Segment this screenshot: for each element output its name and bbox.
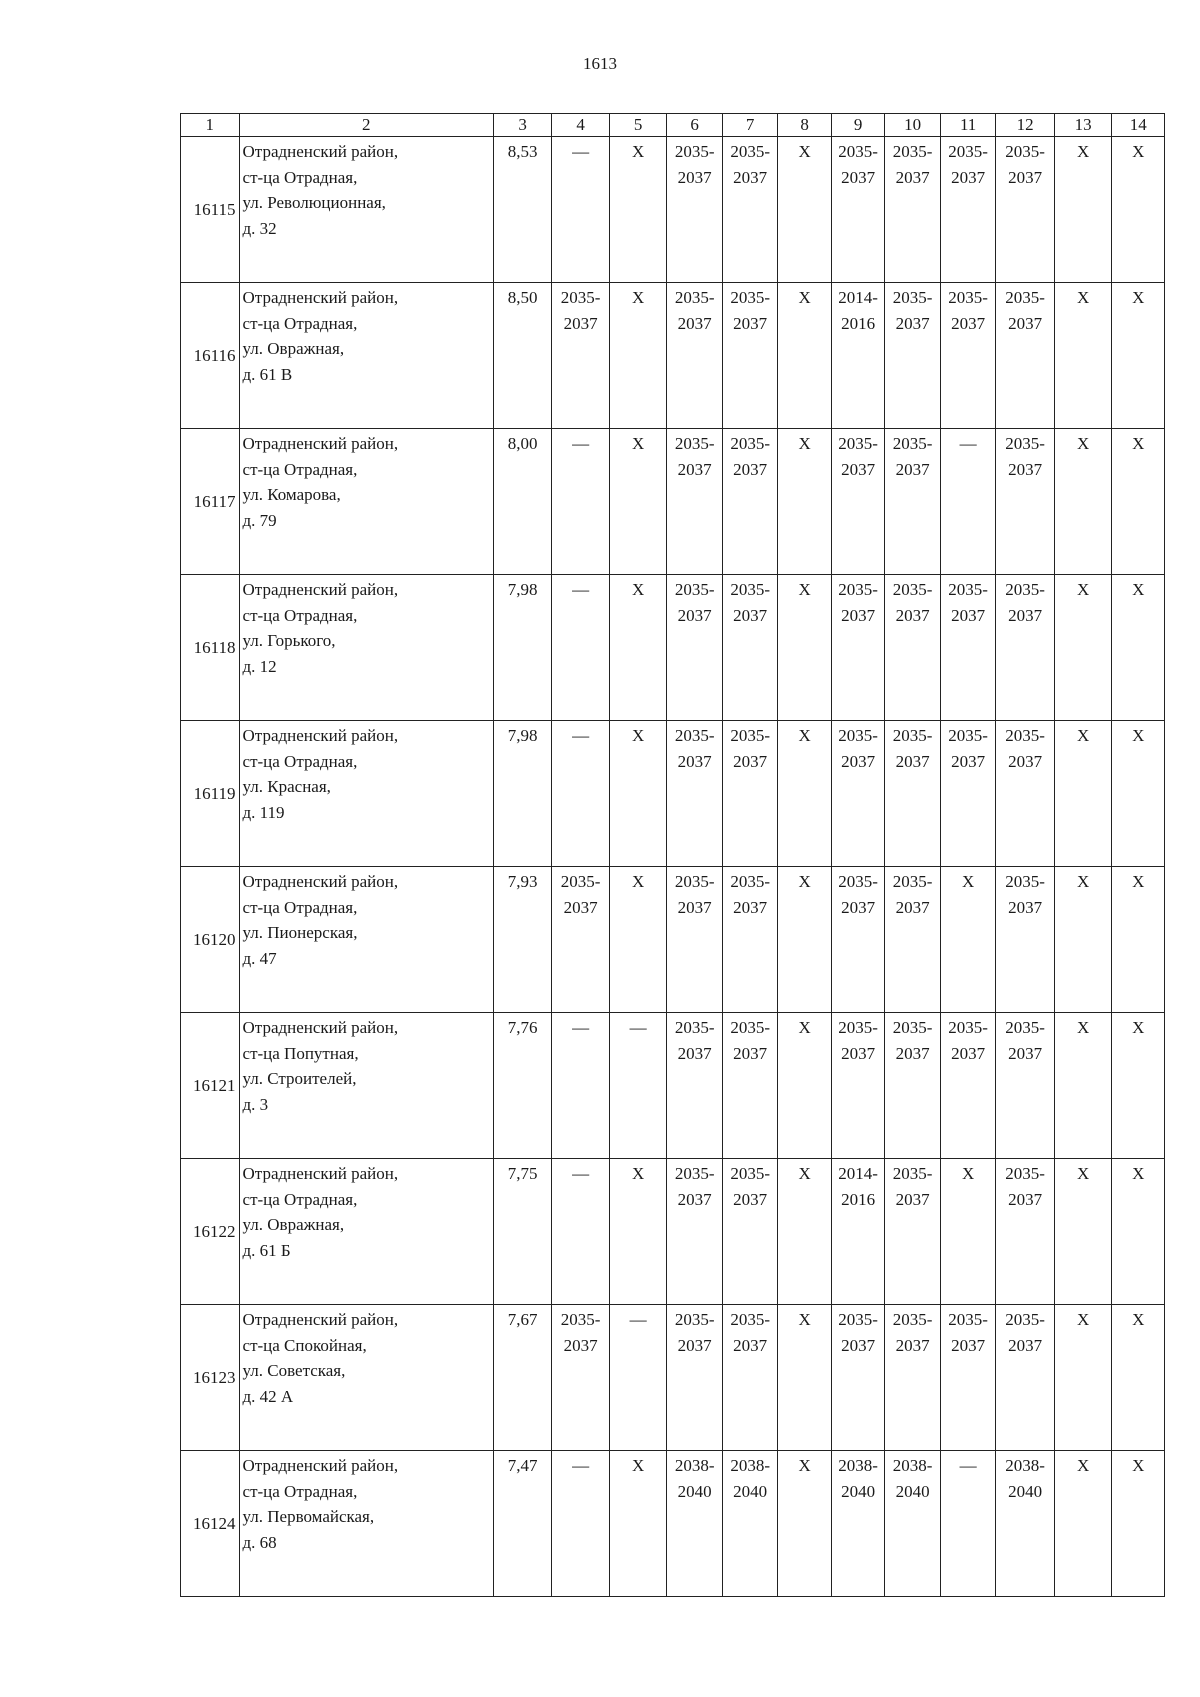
cell-col-14: X	[1112, 575, 1165, 721]
address-line: Отрадненский район,	[242, 1310, 399, 1329]
address-line: Отрадненский район,	[242, 288, 399, 307]
address-line: Отрадненский район,	[242, 1018, 399, 1037]
cell-col-11: —	[940, 429, 996, 575]
cell-col-9: 2035- 2037	[831, 575, 884, 721]
address-line: ул. Красная,	[242, 777, 331, 796]
row-number: 16122	[181, 1159, 240, 1305]
address-line: ст-ца Отрадная,	[242, 1481, 358, 1501]
cell-col-13: X	[1054, 1159, 1112, 1305]
column-header-4: 4	[552, 114, 610, 137]
address-line: ст-ца Попутная,	[242, 1043, 359, 1063]
address-line: ул. Горького,	[242, 631, 336, 650]
cell-col-6: 2035- 2037	[667, 721, 723, 867]
cell-col-13: X	[1054, 721, 1112, 867]
cell-col-10: 2035- 2037	[885, 1159, 941, 1305]
cell-col-3: 7,93	[493, 867, 552, 1013]
cell-col-11: X	[940, 1159, 996, 1305]
cell-col-4: —	[552, 1159, 610, 1305]
address-line: ст-ца Отрадная,	[242, 605, 358, 625]
cell-col-12: 2035- 2037	[996, 721, 1055, 867]
cell-col-12: 2035- 2037	[996, 283, 1055, 429]
cell-col-11: 2035- 2037	[940, 1013, 996, 1159]
cell-col-12: 2035- 2037	[996, 1305, 1055, 1451]
row-number: 16121	[181, 1013, 240, 1159]
address-line: Отрадненский район,	[242, 726, 399, 745]
column-header-1: 1	[181, 114, 240, 137]
cell-col-4: 2035- 2037	[552, 1305, 610, 1451]
address-line: Отрадненский район,	[242, 1164, 399, 1183]
cell-col-12: 2038- 2040	[996, 1451, 1055, 1597]
address-cell	[239, 1013, 493, 1159]
address-line: ст-ца Отрадная,	[242, 459, 358, 479]
address-line: Отрадненский район,	[242, 434, 399, 453]
cell-col-8: X	[778, 137, 831, 283]
address-line: ул. Советская,	[242, 1361, 346, 1380]
table-row	[181, 867, 1165, 1013]
row-number: 16119	[181, 721, 240, 867]
cell-col-3: 7,76	[493, 1013, 552, 1159]
cell-col-12: 2035- 2037	[996, 1013, 1055, 1159]
column-header-3: 3	[493, 114, 552, 137]
cell-col-10: 2035- 2037	[885, 1013, 941, 1159]
address-line: Отрадненский район,	[242, 1456, 399, 1475]
cell-col-6: 2035- 2037	[667, 283, 723, 429]
cell-col-12: 2035- 2037	[996, 867, 1055, 1013]
cell-col-3: 7,67	[493, 1305, 552, 1451]
cell-col-11: 2035- 2037	[940, 1305, 996, 1451]
cell-col-8: X	[778, 1305, 831, 1451]
cell-col-4: —	[552, 1013, 610, 1159]
column-header-14: 14	[1112, 114, 1165, 137]
cell-col-3: 7,75	[493, 1159, 552, 1305]
address-line: д. 68	[242, 1532, 277, 1552]
cell-col-9: 2014- 2016	[831, 283, 884, 429]
address-line: Отрадненский район,	[242, 872, 399, 891]
cell-col-6: 2035- 2037	[667, 1159, 723, 1305]
cell-col-4: —	[552, 575, 610, 721]
cell-col-3: 7,47	[493, 1451, 552, 1597]
row-number: 16115	[181, 137, 240, 283]
address-cell	[239, 867, 493, 1013]
address-cell	[239, 575, 493, 721]
cell-col-13: X	[1054, 867, 1112, 1013]
cell-col-7: 2035- 2037	[722, 1305, 778, 1451]
cell-col-7: 2035- 2037	[722, 429, 778, 575]
cell-col-4: —	[552, 137, 610, 283]
table-row	[181, 137, 1165, 283]
address-cell	[239, 721, 493, 867]
cell-col-5: —	[609, 1305, 667, 1451]
table-row	[181, 1451, 1165, 1597]
cell-col-6: 2035- 2037	[667, 429, 723, 575]
address-line: ул. Комарова,	[242, 485, 341, 504]
cell-col-9: 2035- 2037	[831, 1305, 884, 1451]
address-line: ул. Первомайская,	[242, 1507, 375, 1526]
cell-col-4: 2035- 2037	[552, 867, 610, 1013]
cell-col-7: 2038- 2040	[722, 1451, 778, 1597]
cell-col-13: X	[1054, 283, 1112, 429]
cell-col-7: 2035- 2037	[722, 137, 778, 283]
column-header-8: 8	[778, 114, 831, 137]
cell-col-11: X	[940, 867, 996, 1013]
cell-col-9: 2035- 2037	[831, 429, 884, 575]
cell-col-5: X	[609, 721, 667, 867]
cell-col-10: 2035- 2037	[885, 721, 941, 867]
cell-col-13: X	[1054, 575, 1112, 721]
cell-col-10: 2035- 2037	[885, 575, 941, 721]
row-number: 16120	[181, 867, 240, 1013]
cell-col-6: 2038- 2040	[667, 1451, 723, 1597]
cell-col-10: 2038- 2040	[885, 1451, 941, 1597]
address-line: ст-ца Отрадная,	[242, 167, 358, 187]
cell-col-10: 2035- 2037	[885, 283, 941, 429]
address-line: ул. Овражная,	[242, 1215, 345, 1234]
cell-col-6: 2035- 2037	[667, 575, 723, 721]
row-number: 16117	[181, 429, 240, 575]
column-header-12: 12	[996, 114, 1055, 137]
cell-col-6: 2035- 2037	[667, 1305, 723, 1451]
cell-col-13: X	[1054, 137, 1112, 283]
cell-col-3: 8,50	[493, 283, 552, 429]
address-line: ст-ца Отрадная,	[242, 1189, 358, 1209]
cell-col-13: X	[1054, 1451, 1112, 1597]
cell-col-8: X	[778, 429, 831, 575]
cell-col-11: 2035- 2037	[940, 721, 996, 867]
cell-col-5: X	[609, 137, 667, 283]
cell-col-11: —	[940, 1451, 996, 1597]
address-line: д. 79	[242, 510, 277, 530]
cell-col-11: 2035- 2037	[940, 283, 996, 429]
row-number: 16124	[181, 1451, 240, 1597]
cell-col-13: X	[1054, 1013, 1112, 1159]
table-body	[181, 137, 1165, 1597]
cell-col-14: X	[1112, 1159, 1165, 1305]
address-line: ст-ца Отрадная,	[242, 897, 358, 917]
cell-col-14: X	[1112, 137, 1165, 283]
table-row	[181, 1159, 1165, 1305]
address-line: д. 61 Б	[242, 1240, 291, 1260]
cell-col-4: 2035- 2037	[552, 283, 610, 429]
address-line: д. 32	[242, 218, 277, 238]
column-header-7: 7	[722, 114, 778, 137]
address-line: ул. Пионерская,	[242, 923, 358, 942]
address-cell	[239, 283, 493, 429]
cell-col-7: 2035- 2037	[722, 721, 778, 867]
cell-col-5: X	[609, 283, 667, 429]
cell-col-8: X	[778, 1159, 831, 1305]
cell-col-8: X	[778, 1451, 831, 1597]
column-header-11: 11	[940, 114, 996, 137]
address-line: ст-ца Спокойная,	[242, 1335, 367, 1355]
column-header-2: 2	[239, 114, 493, 137]
address-line: ул. Строителей,	[242, 1069, 357, 1088]
address-line: Отрадненский район,	[242, 142, 399, 161]
register-table	[180, 113, 1165, 1597]
table-row	[181, 575, 1165, 721]
address-line: ст-ца Отрадная,	[242, 751, 358, 771]
cell-col-8: X	[778, 867, 831, 1013]
cell-col-5: —	[609, 1013, 667, 1159]
cell-col-14: X	[1112, 721, 1165, 867]
column-header-10: 10	[885, 114, 941, 137]
address-cell	[239, 1451, 493, 1597]
cell-col-14: X	[1112, 1451, 1165, 1597]
cell-col-9: 2035- 2037	[831, 1013, 884, 1159]
address-cell	[239, 429, 493, 575]
table-row	[181, 429, 1165, 575]
cell-col-3: 7,98	[493, 575, 552, 721]
address-cell	[239, 1159, 493, 1305]
cell-col-6: 2035- 2037	[667, 137, 723, 283]
address-line: д. 61 В	[242, 364, 293, 384]
row-number: 16116	[181, 283, 240, 429]
cell-col-6: 2035- 2037	[667, 867, 723, 1013]
cell-col-6: 2035- 2037	[667, 1013, 723, 1159]
column-header-9: 9	[831, 114, 884, 137]
cell-col-4: —	[552, 1451, 610, 1597]
address-line: д. 47	[242, 948, 277, 968]
address-line: д. 3	[242, 1094, 269, 1114]
cell-col-7: 2035- 2037	[722, 1013, 778, 1159]
cell-col-4: —	[552, 721, 610, 867]
cell-col-10: 2035- 2037	[885, 137, 941, 283]
column-number-row	[181, 114, 1165, 137]
cell-col-3: 8,00	[493, 429, 552, 575]
cell-col-4: —	[552, 429, 610, 575]
table-row	[181, 1013, 1165, 1159]
address-line: д. 119	[242, 802, 285, 822]
cell-col-14: X	[1112, 1305, 1165, 1451]
cell-col-7: 2035- 2037	[722, 283, 778, 429]
cell-col-13: X	[1054, 429, 1112, 575]
address-line: ул. Овражная,	[242, 339, 345, 358]
cell-col-5: X	[609, 575, 667, 721]
cell-col-8: X	[778, 575, 831, 721]
cell-col-7: 2035- 2037	[722, 575, 778, 721]
cell-col-7: 2035- 2037	[722, 1159, 778, 1305]
cell-col-12: 2035- 2037	[996, 575, 1055, 721]
cell-col-9: 2035- 2037	[831, 721, 884, 867]
address-line: д. 12	[242, 656, 277, 676]
cell-col-5: X	[609, 1451, 667, 1597]
cell-col-8: X	[778, 721, 831, 867]
cell-col-10: 2035- 2037	[885, 1305, 941, 1451]
cell-col-9: 2038- 2040	[831, 1451, 884, 1597]
cell-col-8: X	[778, 1013, 831, 1159]
table-row	[181, 721, 1165, 867]
cell-col-11: 2035- 2037	[940, 575, 996, 721]
column-header-5: 5	[609, 114, 667, 137]
cell-col-10: 2035- 2037	[885, 867, 941, 1013]
table-row	[181, 1305, 1165, 1451]
cell-col-12: 2035- 2037	[996, 1159, 1055, 1305]
cell-col-14: X	[1112, 283, 1165, 429]
table-row	[181, 283, 1165, 429]
address-line: ул. Революционная,	[242, 193, 386, 212]
cell-col-5: X	[609, 867, 667, 1013]
cell-col-7: 2035- 2037	[722, 867, 778, 1013]
cell-col-9: 2035- 2037	[831, 867, 884, 1013]
cell-col-14: X	[1112, 867, 1165, 1013]
address-line: Отрадненский район,	[242, 580, 399, 599]
address-line: ст-ца Отрадная,	[242, 313, 358, 333]
address-cell	[239, 1305, 493, 1451]
cell-col-8: X	[778, 283, 831, 429]
address-cell	[239, 137, 493, 283]
cell-col-9: 2014- 2016	[831, 1159, 884, 1305]
cell-col-5: X	[609, 1159, 667, 1305]
cell-col-14: X	[1112, 1013, 1165, 1159]
row-number: 16118	[181, 575, 240, 721]
cell-col-10: 2035- 2037	[885, 429, 941, 575]
cell-col-12: 2035- 2037	[996, 429, 1055, 575]
cell-col-14: X	[1112, 429, 1165, 575]
column-header-13: 13	[1054, 114, 1112, 137]
cell-col-11: 2035- 2037	[940, 137, 996, 283]
address-line: д. 42 А	[242, 1386, 294, 1406]
column-header-6: 6	[667, 114, 723, 137]
cell-col-3: 8,53	[493, 137, 552, 283]
cell-col-5: X	[609, 429, 667, 575]
page-number: 1613	[583, 54, 617, 73]
row-number: 16123	[181, 1305, 240, 1451]
cell-col-9: 2035- 2037	[831, 137, 884, 283]
cell-col-13: X	[1054, 1305, 1112, 1451]
cell-col-12: 2035- 2037	[996, 137, 1055, 283]
cell-col-3: 7,98	[493, 721, 552, 867]
